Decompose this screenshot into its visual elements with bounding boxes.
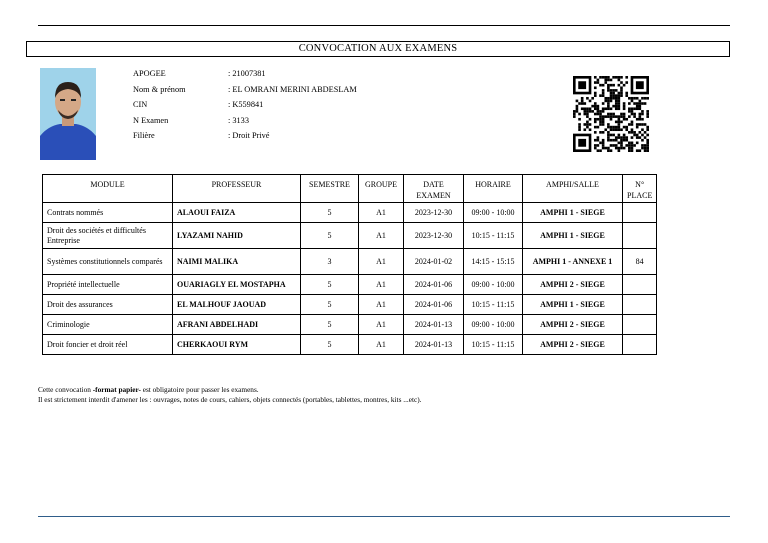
header-horaire: HORAIRE	[464, 175, 523, 203]
cell-groupe: A1	[359, 203, 404, 223]
header-groupe: GROUPE	[359, 175, 404, 203]
cell-module: Droit des assurances	[43, 295, 173, 315]
cell-place	[623, 223, 657, 249]
qr-code-icon	[573, 76, 649, 152]
cell-groupe: A1	[359, 335, 404, 355]
header-salle: AMPHI/SALLE	[523, 175, 623, 203]
cell-salle: AMPHI 1 - ANNEXE 1	[523, 249, 623, 275]
cell-semestre: 5	[301, 223, 359, 249]
cell-horaire: 09:00 - 10:00	[464, 203, 523, 223]
cell-salle: AMPHI 1 - SIEGE	[523, 223, 623, 249]
table-row	[43, 315, 657, 335]
header-module: MODULE	[43, 175, 173, 203]
cell-professeur: LYAZAMI NAHID	[173, 223, 301, 249]
cell-place	[623, 295, 657, 315]
cell-salle: AMPHI 2 - SIEGE	[523, 315, 623, 335]
cell-horaire: 10:15 - 11:15	[464, 295, 523, 315]
page-title: CONVOCATION AUX EXAMENS	[26, 41, 730, 57]
info-label: Nom & prénom	[133, 84, 186, 94]
cell-date: 2024-01-13	[404, 315, 464, 335]
header-date: DATE EXAMEN	[404, 175, 464, 203]
cell-place	[623, 275, 657, 295]
cell-professeur: OUARIAGLY EL MOSTAPHA	[173, 275, 301, 295]
info-label: CIN	[133, 100, 148, 109]
cell-semestre: 5	[301, 315, 359, 335]
exam-schedule-table	[42, 174, 657, 355]
cell-professeur: NAIMI MALIKA	[173, 249, 301, 275]
cell-horaire: 09:00 - 10:00	[464, 315, 523, 335]
table-row	[43, 249, 657, 275]
cell-date: 2024-01-06	[404, 295, 464, 315]
info-row	[133, 66, 357, 82]
cell-date: 2024-01-13	[404, 335, 464, 355]
header-place: N° PLACE	[623, 175, 657, 203]
student-photo	[40, 68, 96, 160]
info-value: : EL OMRANI MERINI ABDESLAM	[228, 84, 357, 94]
info-value: : K559841	[228, 100, 264, 109]
cell-date: 2023-12-30	[404, 203, 464, 223]
cell-horaire: 09:00 - 10:00	[464, 275, 523, 295]
info-row	[133, 97, 357, 113]
info-row	[133, 128, 357, 144]
cell-semestre: 5	[301, 335, 359, 355]
cell-date: 2024-01-02	[404, 249, 464, 275]
cell-module: Criminologie	[43, 315, 173, 335]
student-info	[133, 66, 357, 144]
header-professeur: PROFESSEUR	[173, 175, 301, 203]
cell-semestre: 5	[301, 275, 359, 295]
cell-professeur: AFRANI ABDELHADI	[173, 315, 301, 335]
cell-professeur: CHERKAOUI RYM	[173, 335, 301, 355]
cell-groupe: A1	[359, 249, 404, 275]
cell-module: Contrats nommés	[43, 203, 173, 223]
cell-horaire: 14:15 - 15:15	[464, 249, 523, 275]
table-row	[43, 275, 657, 295]
table-header-row	[43, 175, 657, 203]
header-semestre: SEMESTRE	[301, 175, 359, 203]
table-row	[43, 223, 657, 249]
cell-semestre: 3	[301, 249, 359, 275]
cell-place	[623, 335, 657, 355]
cell-place	[623, 203, 657, 223]
instructions-note	[38, 385, 421, 405]
bottom-rule	[38, 516, 730, 517]
cell-horaire: 10:15 - 11:15	[464, 223, 523, 249]
cell-module: Droit foncier et droit réel	[43, 335, 173, 355]
cell-salle: AMPHI 1 - SIEGE	[523, 295, 623, 315]
cell-professeur: ALAOUI FAIZA	[173, 203, 301, 223]
cell-salle: AMPHI 1 - SIEGE	[523, 203, 623, 223]
cell-semestre: 5	[301, 295, 359, 315]
cell-groupe: A1	[359, 223, 404, 249]
table-row	[43, 203, 657, 223]
info-label: N Examen	[133, 115, 169, 125]
cell-module: Propriété intellectuelle	[43, 275, 173, 295]
note-line-1: Cette convocation -format papier- est obligatoire pour passer les examens.	[38, 385, 259, 394]
info-row	[133, 113, 357, 129]
cell-professeur: EL MALHOUF JAOUAD	[173, 295, 301, 315]
info-label: APOGEE	[133, 69, 166, 78]
cell-salle: AMPHI 2 - SIEGE	[523, 275, 623, 295]
cell-module: Droit des sociétés et difficultés Entreprise	[43, 223, 173, 249]
cell-date: 2023-12-30	[404, 223, 464, 249]
info-value: : Droit Privé	[228, 131, 270, 140]
cell-date: 2024-01-06	[404, 275, 464, 295]
top-rule	[38, 25, 730, 26]
cell-semestre: 5	[301, 203, 359, 223]
cell-module: Systèmes constitutionnels comparés	[43, 249, 173, 275]
note-line-2: Il est strictement interdit d'amener les : ouvrages, notes de cours, cahiers, objets connectés (portables, tablettes, montres, kits ...etc).	[38, 395, 422, 404]
cell-groupe: A1	[359, 275, 404, 295]
cell-groupe: A1	[359, 315, 404, 335]
info-row	[133, 82, 357, 98]
table-row	[43, 335, 657, 355]
info-label: Filière	[133, 131, 155, 140]
table-row	[43, 295, 657, 315]
info-value: : 3133	[228, 115, 249, 125]
cell-horaire: 10:15 - 11:15	[464, 335, 523, 355]
info-value: : 21007381	[228, 69, 266, 78]
cell-place	[623, 315, 657, 335]
cell-place: 84	[623, 249, 657, 275]
cell-salle: AMPHI 2 - SIEGE	[523, 335, 623, 355]
cell-groupe: A1	[359, 295, 404, 315]
